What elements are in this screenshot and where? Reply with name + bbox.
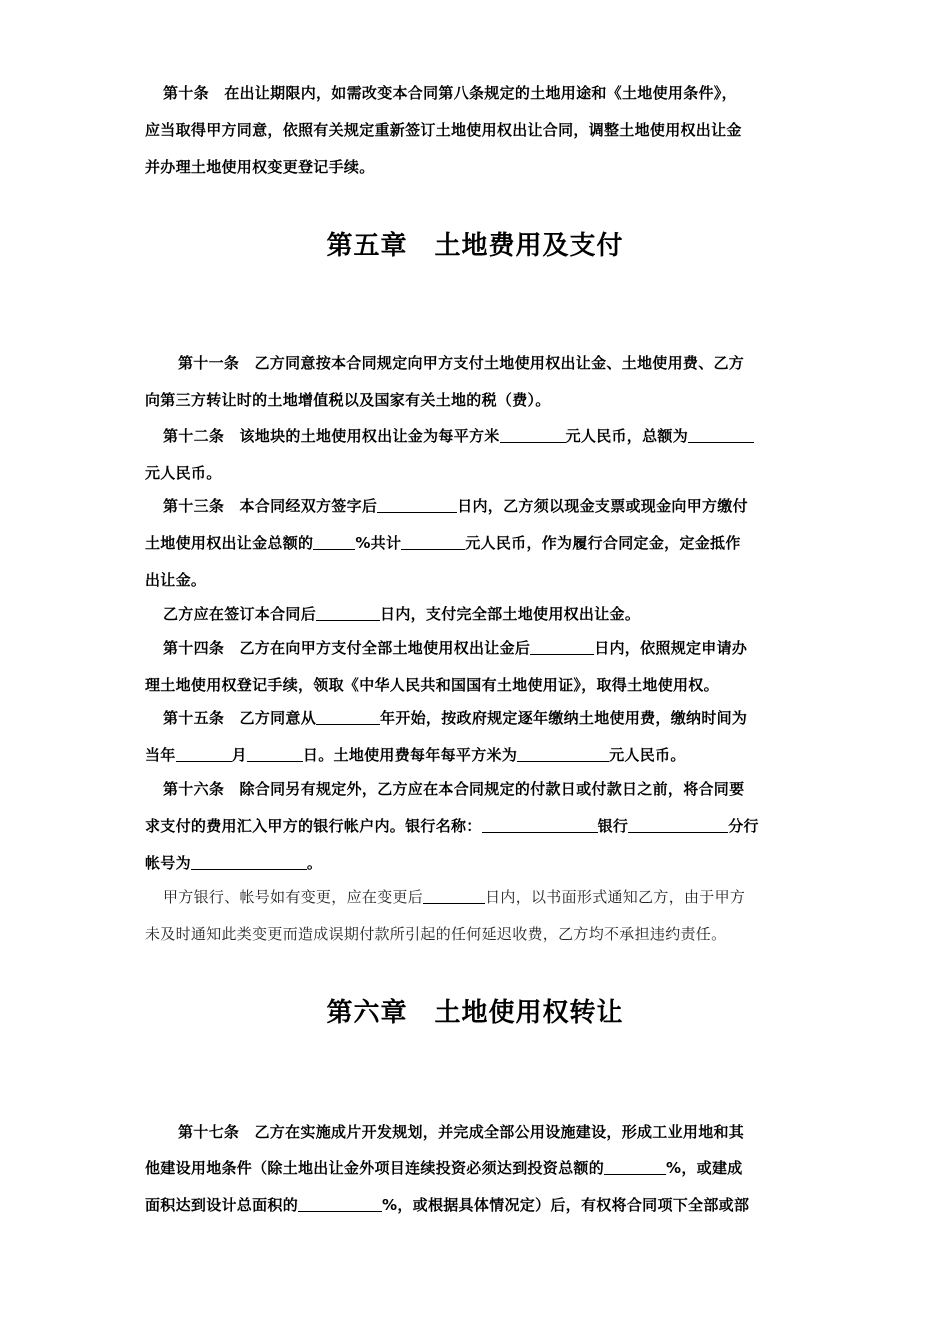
article-15-text-a: 第十五条 乙方同意从 [163,709,317,727]
article-15-text-c: 当年 [145,746,176,764]
article-15-line-2 [145,745,686,765]
article-15-text-b: 年开始，按政府规定逐年缴纳土地使用费，缴纳时间为 [380,709,748,727]
article-16-text-d: 帐号为 [145,854,191,872]
article-16-line-3 [145,853,322,873]
registration-days-blank[interactable] [530,639,594,655]
article-16-text-f: 甲方银行、帐号如有变更，应在变更后 [163,888,424,906]
article-16-text-c: 分行 [728,817,759,835]
article-12-text-a: 第十二条 该地块的土地使用权出让金为每平方米 [163,427,500,445]
article-11-line-2: 向第三方转让时的土地增值税以及国家有关土地的税（费）。 [145,391,551,409]
full-payment-days-blank[interactable] [316,605,380,621]
article-16-text-g: 日内，以书面形式通知乙方，由于甲方 [485,888,746,906]
notice-days-blank[interactable] [423,888,485,904]
article-15-text-d: 月 [231,746,247,764]
article-16-para-2-line-1 [163,887,745,907]
article-17-line-3 [145,1195,749,1215]
article-13-text-e: 元人民币，作为履行合同定金，定金抵作 [465,534,741,552]
investment-percent-blank[interactable] [604,1159,666,1175]
article-16-text-b: 银行 [597,817,629,835]
article-17-line-1: 第十七条 乙方在实施成片开发规划，并完成全部公用设施建设，形成工业用地和其 [178,1123,745,1141]
article-15-line-1 [163,708,747,728]
article-14-text-a: 第十四条 乙方在向甲方支付全部土地使用权出让金后 [163,639,531,657]
account-number-blank[interactable] [191,854,307,870]
article-14-line-1 [163,638,747,658]
article-17-text-d: %，或根据具体情况定）后，有权将合同项下全部或部 [382,1196,750,1214]
deposit-days-blank[interactable] [377,497,457,513]
article-13-text-d: %共计 [355,534,402,552]
chapter-5-heading: 第五章 土地费用及支付 [326,231,624,261]
article-13-text-c: 土地使用权出让金总额的 [145,534,314,552]
start-year-blank[interactable] [316,709,380,725]
article-17-text-c: 面积达到设计总面积的 [145,1196,299,1214]
article-17-text-b: %，或建成 [666,1159,743,1177]
article-12-line-1 [163,426,754,446]
article-13-para-2 [163,604,640,624]
article-13-text-g: 日内，支付完全部土地使用权出让金。 [380,605,641,623]
article-13-line-3: 出让金。 [145,571,207,589]
article-15-text-e: 日。土地使用费每年每平方米为 [302,746,518,764]
article-13-text-f: 乙方应在签订本合同后 [163,605,317,623]
payment-day-blank[interactable] [247,746,303,762]
branch-name-blank[interactable] [628,817,728,833]
price-per-sqm-blank[interactable] [500,427,566,443]
article-16-text-e: 。 [306,854,323,872]
article-17-text-a: 他建设用地条件（除土地出让金外项目连续投资必须达到投资总额的 [145,1159,605,1177]
article-10-line-1: 第十条 在出让期限内，如需改变本合同第八条规定的土地用途和《土地使用条件》， [163,84,737,102]
article-11-line-1: 第十一条 乙方同意按本合同规定向甲方支付土地使用权出让金、土地使用费、乙方 [178,354,745,372]
annual-fee-blank[interactable] [517,746,609,762]
article-17-line-2 [145,1158,743,1178]
article-14-text-b: 日内，依照规定申请办 [594,639,748,657]
bank-name-blank[interactable] [482,817,598,833]
article-10-line-2: 应当取得甲方同意，依照有关规定重新签订土地使用权出让合同，调整土地使用权出让金 [145,121,742,139]
article-16-line-2 [145,816,759,836]
article-13-text-b: 日内，乙方须以现金支票或现金向甲方缴付 [457,497,748,515]
total-amount-blank[interactable] [688,427,754,443]
article-16-para-2-line-2: 未及时通知此类变更而造成误期付款所引起的任何延迟收费，乙方均不承担违约责任。 [145,925,727,943]
article-16-text-a: 求支付的费用汇入甲方的银行帐户内。银行名称： [145,817,482,835]
area-percent-blank[interactable] [298,1196,382,1212]
payment-month-blank[interactable] [176,746,232,762]
article-13-line-2 [145,533,741,553]
chapter-6-heading: 第六章 土地使用权转让 [326,998,624,1028]
article-15-text-f: 元人民币。 [609,746,686,764]
article-10-line-3: 并办理土地使用权变更登记手续。 [145,158,375,176]
article-13-text-a: 第十三条 本合同经双方签字后 [163,497,378,515]
article-14-line-2: 理土地使用权登记手续，领取《中华人民共和国国有土地使用证》，取得土地使用权。 [145,676,719,694]
article-16-line-1: 第十六条 除合同另有规定外，乙方应在本合同规定的付款日或付款日之前，将合同要 [163,780,745,798]
deposit-percent-blank[interactable] [313,534,355,550]
deposit-amount-blank[interactable] [401,534,465,550]
article-12-text-b: 元人民币，总额为 [565,427,689,445]
article-13-line-1 [163,496,748,516]
article-12-line-2: 元人民币。 [145,464,222,482]
